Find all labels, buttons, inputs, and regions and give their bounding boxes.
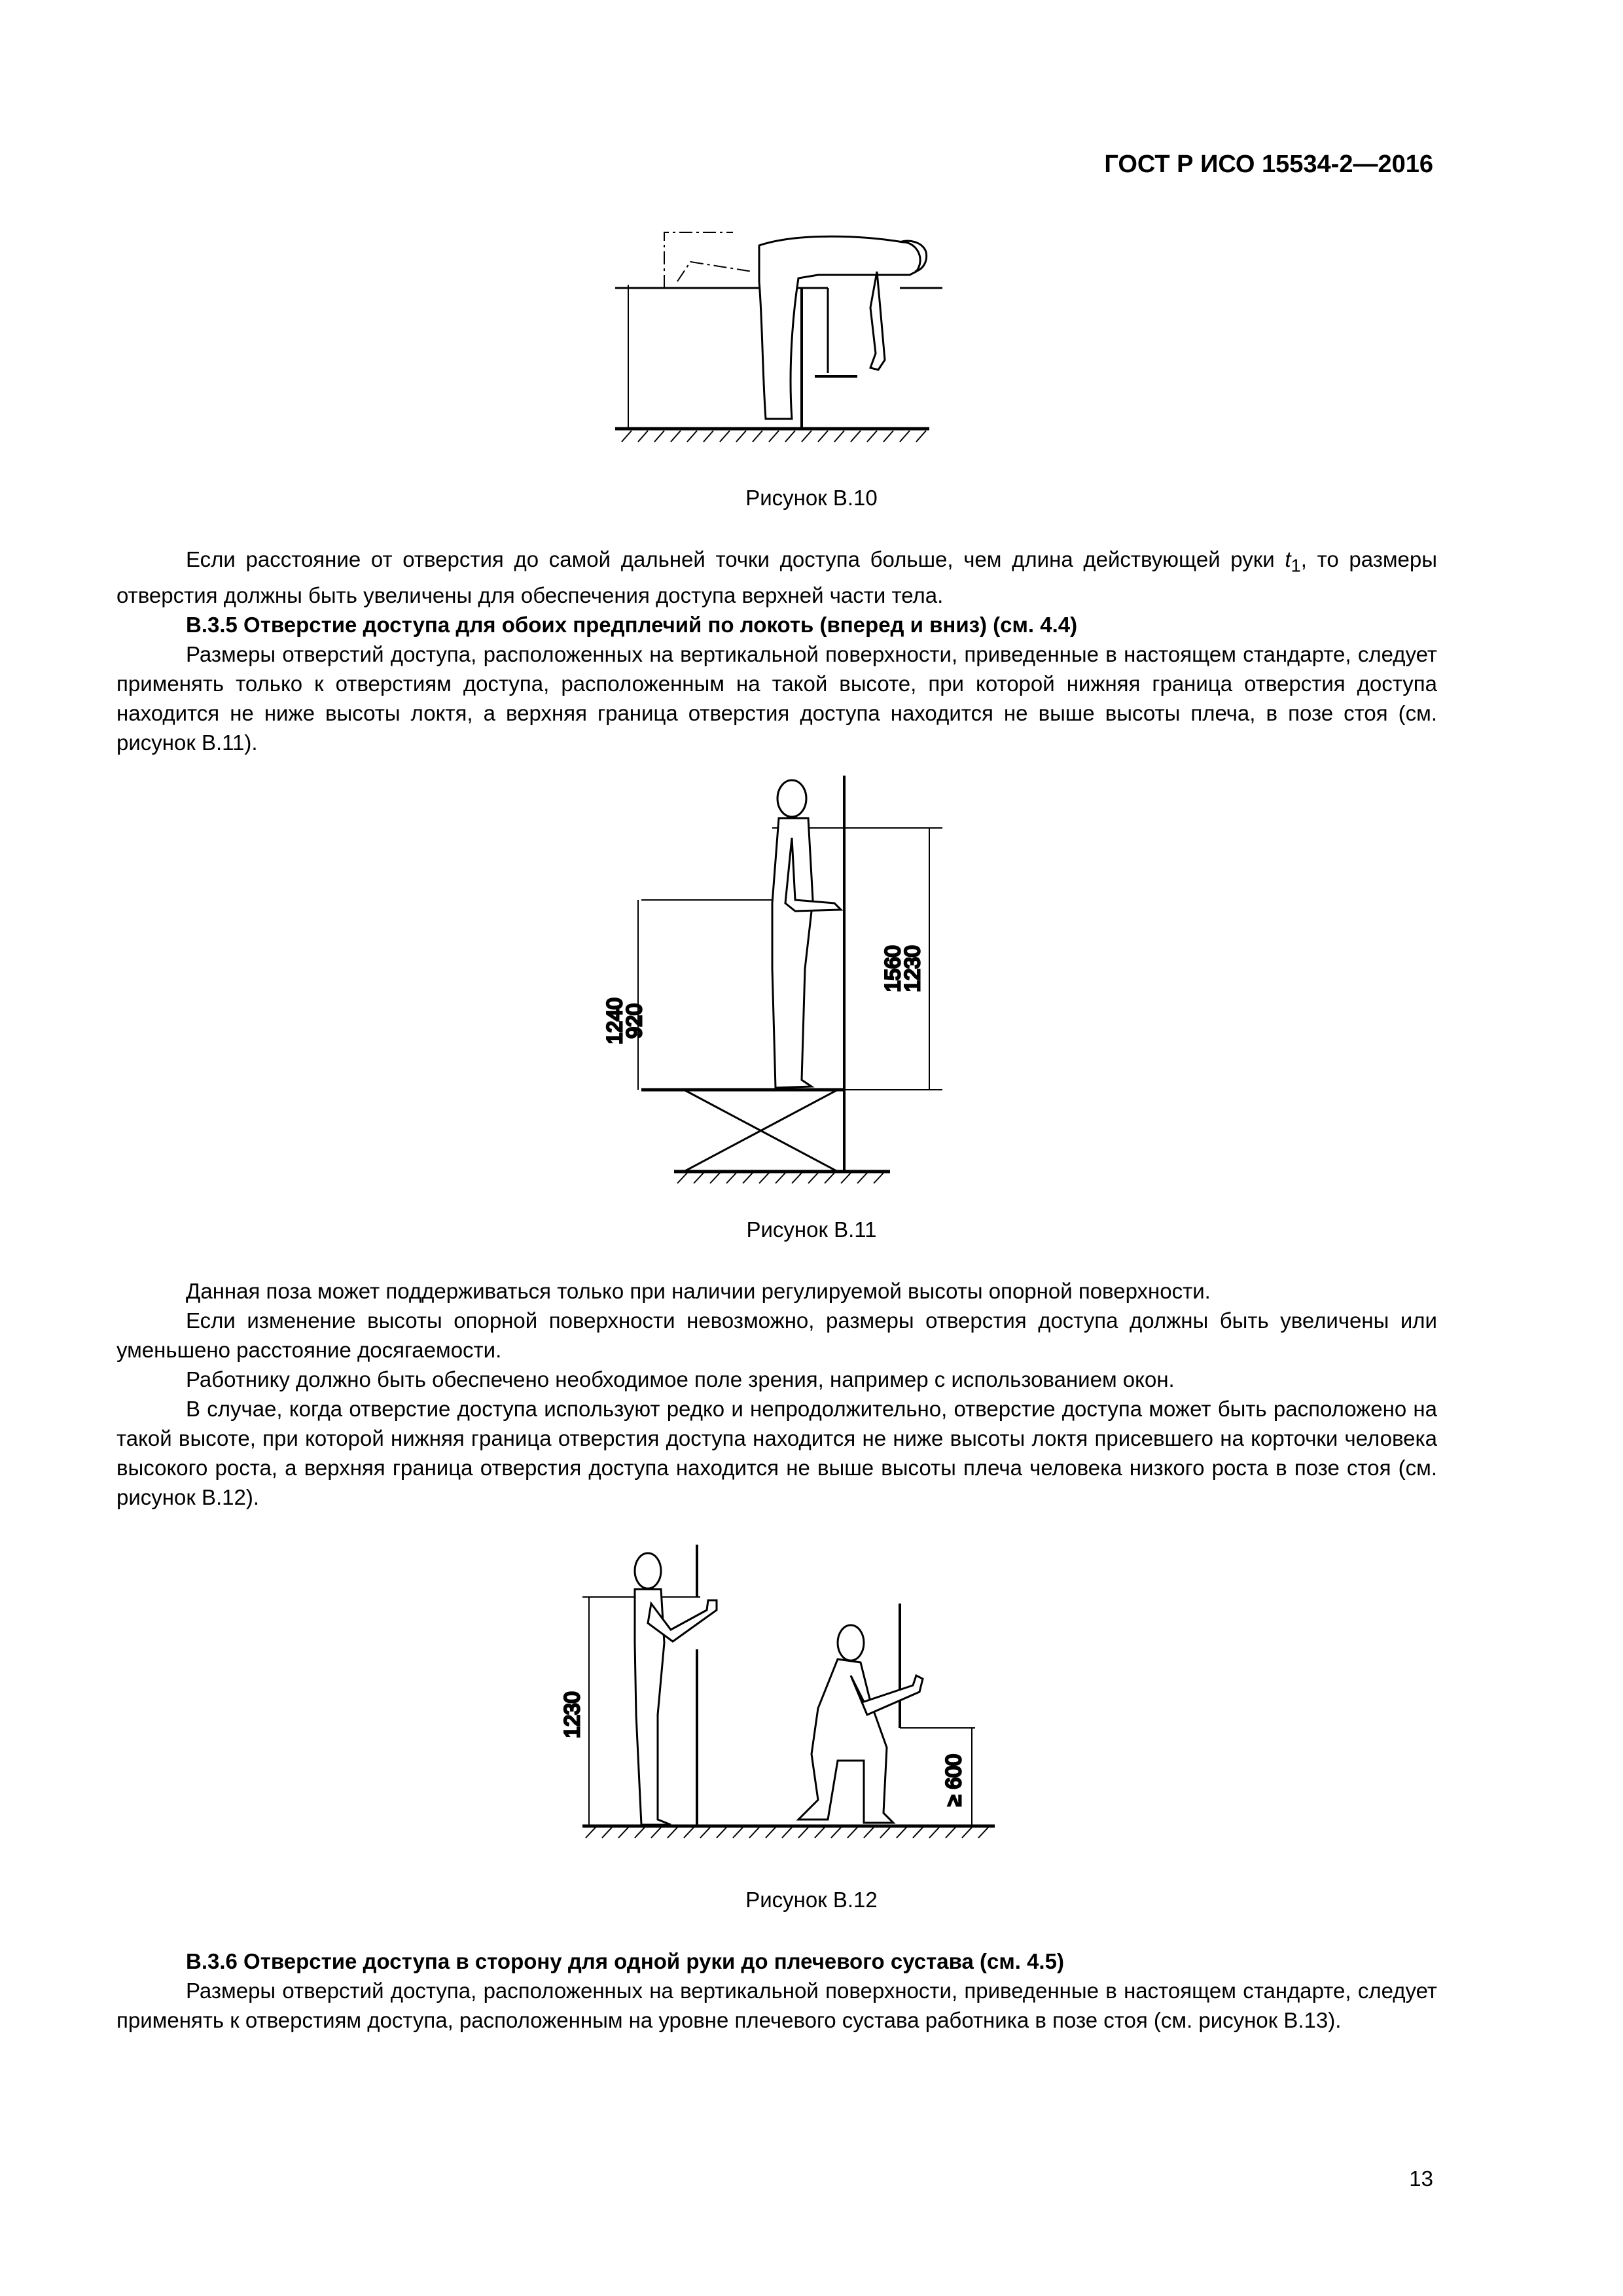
figure-b11-caption: Рисунок В.11 <box>746 1217 877 1242</box>
document-header: ГОСТ Р ИСО 15534-2—2016 <box>1104 151 1433 178</box>
figure-b10-drawing <box>602 223 942 458</box>
paragraph: Работнику должно быть обеспечено необходимое поле зрения, например с использованием окон. <box>186 1367 1175 1391</box>
dimension-label: 1560 <box>881 945 904 992</box>
variable-t: t <box>1285 547 1291 571</box>
figure-b10 <box>602 223 942 458</box>
text-block-2 <box>116 1276 1437 1512</box>
variable-subscript: 1 <box>1291 555 1301 576</box>
figure-b10-caption: Рисунок В.10 <box>745 486 878 510</box>
paragraph-text: Если расстояние от отверстия до самой дальней точки доступа больше, чем длина действующей руки <box>186 547 1285 571</box>
paragraph <box>116 545 1437 610</box>
dimension-label: 920 <box>622 1003 646 1039</box>
dimension-label: ≥ 600 <box>942 1754 965 1806</box>
paragraph-text: , то размеры отверстия должны быть увеличены для обеспечения доступа верхней части тела. <box>116 547 1437 607</box>
figure-b11 <box>576 772 929 1191</box>
paragraph: В случае, когда отверстие доступа используют редко и непродолжительно, отверстие доступа может быть расположено на такой высоте, при которой нижняя граница отверстия доступа находится не ниже высоты локтя присевшего на корточки человека высокого роста, а верхняя граница отверстия доступа находится не выше высоты плеча человека низкого роста в позе стоя (см. рисунок В.12). <box>116 1397 1437 1509</box>
paragraph: Если изменение высоты опорной поверхности невозможно, размеры отверстия доступа должны быть увеличены или уменьшено расстояние досягаемости. <box>116 1308 1437 1362</box>
paragraph: Размеры отверстий доступа, расположенных на вертикальной поверхности, приведенные в настоящем стандарте, следует применять к отверстиям доступа, расположенным на уровне плечевого сустава работника в позе стоя (см. рисунок В.13). <box>116 1979 1437 2032</box>
paragraph: Размеры отверстий доступа, расположенных на вертикальной поверхности, приведенные в настоящем стандарте, следует применять только к отверстиям доступа, расположенным на такой высоте, при которой нижняя граница отверстия доступа находится не ниже высоты локтя, а верхняя граница отверстия доступа находится не выше высоты плеча, в позе стоя (см. рисунок В.11). <box>116 641 1437 755</box>
figure-b11-drawing <box>576 772 929 1191</box>
page-number: 13 <box>1409 2166 1433 2191</box>
figure-b12 <box>560 1545 1008 1846</box>
section-heading-b35: В.3.5 Отверстие доступа для обоих предплечий по локоть (вперед и вниз) (см. 4.4) <box>186 612 1078 637</box>
dimension-label: 1230 <box>901 945 924 992</box>
dimension-label: 1240 <box>603 997 626 1045</box>
text-block-1 <box>116 545 1437 757</box>
text-block-3 <box>116 1946 1437 2035</box>
paragraph: Данная поза может поддерживаться только при наличии регулируемой высоты опорной поверхности. <box>186 1279 1211 1303</box>
section-heading-b36: В.3.6 Отверстие доступа в сторону для одной руки до плечевого сустава (см. 4.5) <box>186 1949 1064 1973</box>
dimension-label: 1230 <box>560 1691 584 1738</box>
figure-b12-drawing <box>560 1545 1008 1846</box>
figure-b12-caption: Рисунок В.12 <box>745 1888 878 1912</box>
